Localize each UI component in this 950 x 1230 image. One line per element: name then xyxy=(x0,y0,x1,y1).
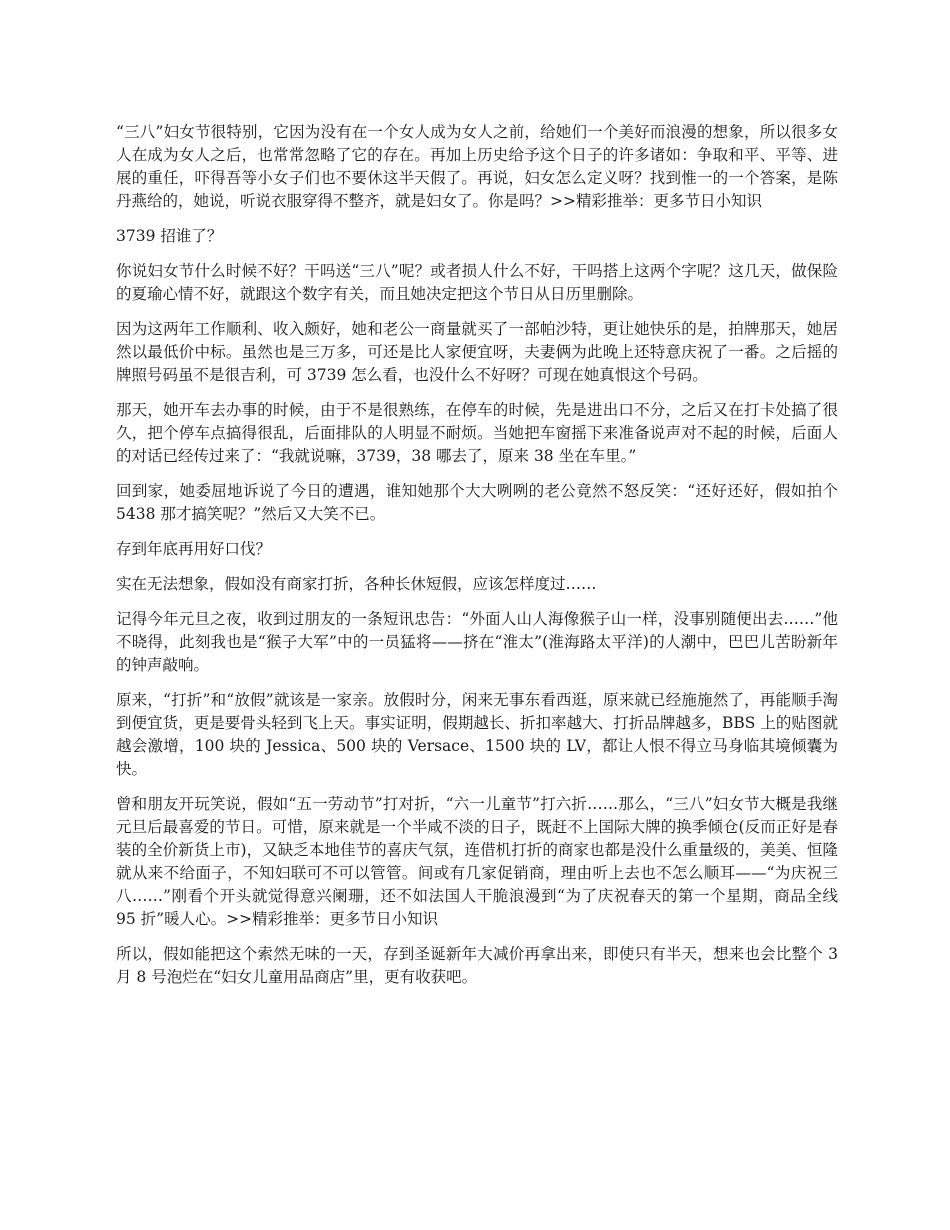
paragraph: 你说妇女节什么时候不好？干吗送“三八”呢？或者损人什么不好，干吗搭上这两个字呢？这几天，做保险的夏瑜心情不好，就跟这个数字有关，而且她决定把这个节日从日历里删除。 xyxy=(116,262,838,303)
paragraph: 记得今年元旦之夜，收到过朋友的一条短讯忠告：“外面人山人海像猴子山一样，没事别随便出去……”他不晓得，此刻我也是“猴子大军”中的一员猛将——挤在“淮太”(淮海路太平洋)的人潮中，巴巴儿苦盼新年的钟声敲响。 xyxy=(116,610,838,674)
paragraph: 因为这两年工作顺利、收入颇好，她和老公一商量就买了一部帕沙特，更让她快乐的是，拍牌那天，她居然以最低价中标。虽然也是三万多，可还是比人家便宜呀，夫妻俩为此晚上还特意庆祝了一番。之后摇的牌照号码虽不是很吉利，可 3739 怎么看，也没什么不好呀？可现在她真恨这个号码。 xyxy=(116,320,838,384)
paragraph: 曾和朋友开玩笑说，假如“五一劳动节”打对折，“六一儿童节”打六折……那么，“三八”妇女节大概是我继元旦后最喜爱的节日。可惜，原来就是一个半咸不淡的日子，既赶不上国际大牌的换季倾仓(反而正好是春装的全价新货上市)，又缺乏本地佳节的喜庆气氛，连借机打折的商家也都是没什么重量级的，美美、恒隆就从来不给面子，不知妇联可不可以管管。间或有几家促销商，理由听上去也不怎么顺耳——“为庆祝三八……”刚看个开头就觉得意兴阑珊，还不如法国人干脆浪漫到“为了庆祝春天的第一个星期，商品全线 95 折”暖人心。>>精彩推举：更多节日小知识 xyxy=(116,795,838,928)
section-heading-save: 存到年底再用好口伐？ xyxy=(116,540,272,558)
paragraph: 回到家，她委屈地诉说了今日的遭遇，谁知她那个大大咧咧的老公竟然不怒反笑：“还好还好，假如拍个 5438 那才搞笑呢？”然后又大笑不已。 xyxy=(116,482,838,523)
paragraph: 实在无法想象，假如没有商家打折，各种长休短假，应该怎样度过…… xyxy=(116,575,597,593)
paragraph: 原来，“打折”和“放假”就该是一家亲。放假时分，闲来无事东看西逛，原来就已经施施然了，再能顺手淘到便宜货，更是要骨头轻到飞上天。事实证明，假期越长、折扣率越大、打折品牌越多，BBS 上的贴图就越会激增，100 块的 Jessica、500 块的 Versace、1500 块的 LV，都让人恨不得立马身临其境倾囊为快。 xyxy=(116,691,838,778)
document-body xyxy=(116,121,838,1001)
closing-paragraph: 所以，假如能把这个索然无味的一天，存到圣诞新年大减价再拿出来，即使只有半天，想来也会比整个 3 月 8 号泡烂在“妇女儿童用品商店”里，更有收获吧。 xyxy=(116,945,838,986)
paragraph: 那天，她开车去办事的时候，由于不是很熟练，在停车的时候，先是进出口不分，之后又在打卡处搞了很久，把个停车点搞得很乱，后面排队的人明显不耐烦。当她把车窗摇下来准备说声对不起的时候，后面人的对话已经传过来了：“我就说嘛，3739，38 哪去了，原来 38 坐在车里。” xyxy=(116,401,838,465)
intro-paragraph: “三八”妇女节很特别，它因为没有在一个女人成为女人之前，给她们一个美好而浪漫的想象，所以很多女人在成为女人之后，也常常忽略了它的存在。再加上历史给予这个日子的许多诸如：争取和平、平等、进展的重任，吓得吾等小女子们也不要休这半天假了。再说，妇女怎么定义呀？找到惟一的一个答案，是陈丹燕给的，她说，听说衣服穿得不整齐，就是妇女了。你是吗？>>精彩推举：更多节日小知识 xyxy=(116,123,838,210)
section-heading-3739: 3739 招谁了？ xyxy=(116,227,223,245)
